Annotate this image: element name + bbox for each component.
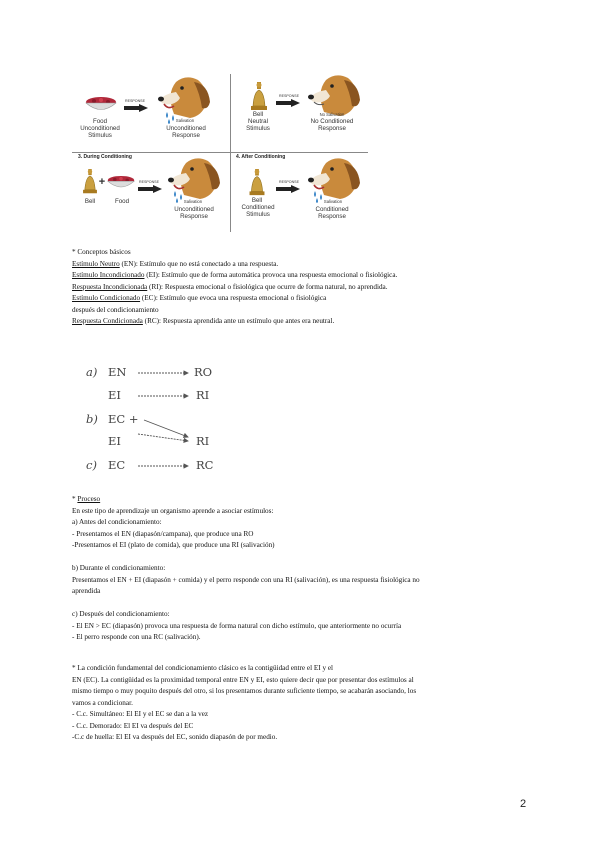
concept-definition: (EI): Estímulo que de forma automática provoca una respuesta emocional o fisiológica. [144,271,398,279]
stimulus-label-line2: Stimulus [88,132,112,139]
concept-item [72,305,397,317]
bell-label: Bell [251,197,263,204]
response-label-line1: Unconditioned [166,125,206,132]
conceptos-section [72,247,397,328]
scheme-label-a [86,365,97,379]
salivation-label: Salivation [175,118,195,123]
response-arrow [124,104,148,112]
page-number: 2 [520,798,527,810]
concept-term: Respuesta Condicionada [72,317,143,325]
step-a-title: a) Antes del condicionamiento: [72,518,162,526]
proceso-heading [72,494,420,506]
food-label: Food [114,198,130,205]
concept-term: Estímulo Incondicionado [72,271,145,279]
step-b-title: b) Durante el condicionamiento: [72,564,166,572]
response-label-line1: No Conditioned [310,118,354,125]
stimulus-label [66,125,134,139]
step-b-line: aprendida [72,587,101,595]
arrow-ei-ri-b [138,434,188,441]
panel-title: 3. During Conditioning [78,154,132,160]
arrow-ec-ri [144,420,188,437]
response-label [148,125,224,139]
scheme-ei: EI [108,388,121,402]
bell-icon [82,169,98,195]
bell-label: Bell [84,198,96,205]
proceso-section [72,494,420,644]
response-arrow-label: RESPONSE [279,180,299,184]
response-arrow [138,185,162,193]
step-a-line: - Presentamos el EN (diapasón/campana), que produce una RO [72,529,254,538]
panel-after-conditioning [232,153,368,233]
condicion-line: -C.c de huella: El EI va después del EC, sonido diapasón de por medio. [72,733,278,741]
concept-item [72,282,397,294]
response-arrow-label: RESPONSE [139,180,159,184]
response-label-line2: Response [172,132,200,139]
scheme-en: EN [108,365,127,379]
food-label: Food [92,118,108,125]
stimulus-label-line2: Stimulus [246,125,270,132]
proceso-heading-text: Proceso [77,495,101,503]
concept-definition: (EC): Estímulo que evoca una respuesta emocional o fisiológica [140,294,327,302]
scheme-ec-plus: EC + [108,412,139,426]
salivation-label: Salivation [323,199,343,204]
heading-star: * [72,495,78,503]
bell-icon [248,169,266,197]
bell-label: Bell [252,111,264,118]
stimulus-label-line2: Stimulus [246,211,270,218]
salivation-label: No Salivation [319,112,345,117]
stimulus-label-line1: Unconditioned [80,125,120,132]
concept-term: Respuesta Incondicionada [72,282,148,291]
scheme-ri-b: RI [196,434,210,448]
response-arrow [276,185,300,193]
stimulus-label-line1: Conditioned [241,204,275,211]
response-label [156,206,232,220]
panel-before-food [72,72,230,152]
stimulus-label [228,204,288,218]
scheme-ei-b: EI [108,434,121,448]
condicion-line: vamos a condicionar. [72,698,133,707]
scheme-rc: RC [196,458,214,472]
panel-before-bell [232,72,368,152]
concept-item [72,270,397,282]
step-b-line: Presentamos el EN + EI (diapasón + comida) y el perro responde con una RI (salivación), es una respuesta fisiológica no [72,575,420,584]
conceptos-heading: * Conceptos básicos [72,248,131,256]
concept-item [72,293,397,305]
response-arrow [276,99,300,107]
bell-icon [250,82,268,112]
scheme-ec: EC [108,458,126,472]
plus-sign: + [98,176,106,188]
panel-during-conditioning [72,153,230,233]
step-c-line: - El EN > EC (diapasón) provoca una respuesta de forma natural con dicho estímulo, que anteriormente no ocurría [72,621,402,630]
scheme-label-b [86,412,98,426]
food-bowl-icon [84,96,118,114]
step-c-title: c) Después del condicionamiento: [72,610,170,618]
pavlov-conditioning-figure [72,72,368,234]
condicion-section [72,663,416,744]
step-c-line: - El perro responde con una RC (salivación). [72,633,201,641]
condicion-line: - C.c. Simultáneo: El EI y el EC se dan a la vez [72,710,209,718]
response-label [294,206,370,220]
concept-item [72,259,397,271]
food-bowl-icon [106,175,136,191]
scheme-ri: RI [196,388,210,402]
response-arrow-label: RESPONSE [279,94,299,98]
step-a-line: -Presentamos el EI (plato de comida), que produce una RI (salivación) [72,541,275,549]
concept-definition: después del condicionamiento [72,305,159,314]
scheme-label-b-text: b) [86,412,98,426]
concept-item [72,316,397,328]
response-label-line2: Response [180,213,208,220]
blank-line [72,552,420,564]
scheme-label-a-text: a) [86,365,98,379]
scheme-ro: RO [194,365,213,379]
concept-term: Estímulo Neutro [72,259,120,268]
panel-title: 4. After Conditioning [236,154,286,160]
concept-definition: (RC): Respuesta aprendida ante un estímulo que antes era neutral. [142,317,335,325]
stimulus-label [228,118,288,132]
concept-definition: (EN): Estímulo que no está conectado a una respuesta. [119,259,279,268]
proceso-intro: En este tipo de aprendizaje un organismo aprende a asociar estímulos: [72,506,274,515]
response-label-line2: Response [318,213,346,220]
response-label [294,118,370,132]
condicion-line: * La condición fundamental del condicionamiento clásico es la contigüidad entre el EI y el [72,664,334,672]
scheme-label-c [86,458,97,472]
concept-term: Estímulo Condicionado [72,294,141,302]
condicion-line: - C.c. Demorado: El EI va después del EC [72,721,194,730]
response-label-line1: Conditioned [315,206,349,213]
response-label-line1: Unconditioned [174,206,214,213]
condicion-line: EN (EC). La contigüidad es la proximidad temporal entre EN y EI, esto quiere decir que por presentar dos estímulos al [72,675,414,684]
stimulus-label-line1: Neutral [248,118,268,125]
concept-definition: (RI): Respuesta emocional o fisiológica que ocurre de forma natural, no aprendida. [147,282,388,291]
blank-line [72,598,420,610]
response-arrow-label: RESPONSE [125,99,145,103]
response-label-line2: Response [318,125,346,132]
condicion-line: mismo tiempo o muy poquito después del otro, si los presentamos durante suficiente tiempo, se acabarán asociando, los [72,687,417,695]
scheme-label-c-text: c) [86,458,97,472]
salivation-label: Salivation [183,199,203,204]
conditioning-scheme [86,362,236,474]
